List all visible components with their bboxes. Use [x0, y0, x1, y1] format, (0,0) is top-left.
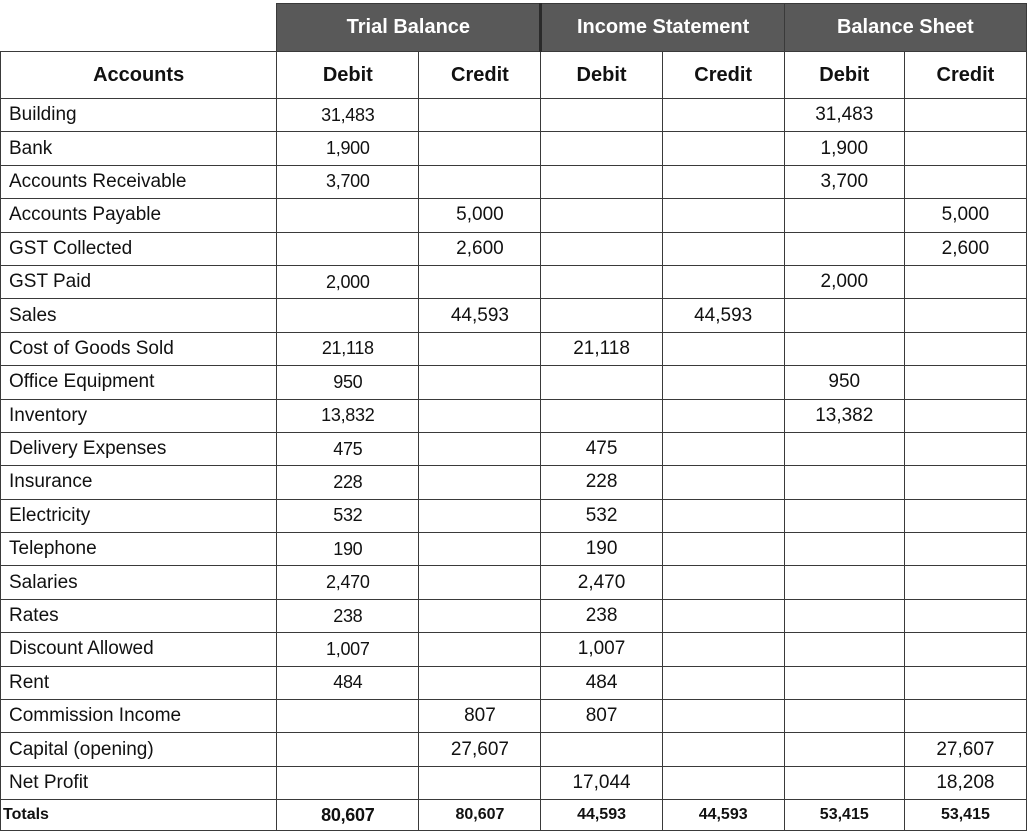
bs-debit-cell [784, 232, 904, 265]
is-credit-cell [662, 265, 784, 298]
account-row [1, 99, 1027, 132]
is-credit-cell [662, 232, 784, 265]
is-debit-cell: 228 [541, 466, 662, 499]
account-row [1, 633, 1027, 666]
bs-debit-cell [784, 566, 904, 599]
bs-credit-cell [904, 499, 1026, 532]
account-row [1, 366, 1027, 399]
is-credit-cell [662, 132, 784, 165]
is-debit-cell [541, 99, 662, 132]
tb-credit-cell [419, 499, 541, 532]
tb-debit-cell: 21,118 [277, 332, 419, 365]
account-row [1, 299, 1027, 332]
tb-debit-cell [277, 766, 419, 799]
column-header-tb-debit: Debit [277, 52, 419, 99]
is-credit-cell [662, 700, 784, 733]
column-header-bs-debit: Debit [784, 52, 904, 99]
tb-credit-cell: 2,600 [419, 232, 541, 265]
bs-debit-cell: 3,700 [784, 165, 904, 198]
account-name-cell: Discount Allowed [1, 633, 277, 666]
tb-credit-cell [419, 466, 541, 499]
is-credit-cell: 44,593 [662, 299, 784, 332]
total-bs-credit: 53,415 [904, 800, 1026, 831]
is-credit-cell [662, 633, 784, 666]
is-debit-cell: 190 [541, 533, 662, 566]
is-debit-cell: 21,118 [541, 332, 662, 365]
account-row [1, 232, 1027, 265]
tb-debit-cell [277, 733, 419, 766]
is-debit-cell: 1,007 [541, 633, 662, 666]
bs-credit-cell [904, 265, 1026, 298]
bs-credit-cell [904, 399, 1026, 432]
is-debit-cell [541, 399, 662, 432]
tb-debit-cell: 475 [277, 432, 419, 465]
column-header-accounts: Accounts [1, 52, 277, 99]
tb-credit-cell [419, 633, 541, 666]
account-row [1, 332, 1027, 365]
is-debit-cell: 2,470 [541, 566, 662, 599]
account-name-cell: Rates [1, 599, 277, 632]
account-name-cell: Rent [1, 666, 277, 699]
tb-debit-cell [277, 232, 419, 265]
bs-credit-cell [904, 466, 1026, 499]
tb-credit-cell [419, 533, 541, 566]
account-row [1, 199, 1027, 232]
is-credit-cell [662, 399, 784, 432]
total-is-credit: 44,593 [662, 800, 784, 831]
is-credit-cell [662, 666, 784, 699]
is-debit-cell: 807 [541, 700, 662, 733]
tb-debit-cell: 190 [277, 533, 419, 566]
account-name-cell: GST Paid [1, 265, 277, 298]
tb-debit-cell: 228 [277, 466, 419, 499]
tb-credit-cell [419, 399, 541, 432]
bs-debit-cell: 1,900 [784, 132, 904, 165]
is-debit-cell [541, 299, 662, 332]
account-name-cell: Inventory [1, 399, 277, 432]
account-name-cell: Capital (opening) [1, 733, 277, 766]
is-debit-cell: 17,044 [541, 766, 662, 799]
bs-credit-cell [904, 165, 1026, 198]
tb-debit-cell: 3,700 [277, 165, 419, 198]
account-row [1, 666, 1027, 699]
bs-credit-cell [904, 132, 1026, 165]
tb-debit-cell: 2,000 [277, 265, 419, 298]
tb-credit-cell [419, 432, 541, 465]
account-row [1, 766, 1027, 799]
total-tb-credit: 80,607 [419, 800, 541, 831]
bs-credit-cell [904, 666, 1026, 699]
bs-credit-cell: 2,600 [904, 232, 1026, 265]
is-credit-cell [662, 432, 784, 465]
account-name-cell: Bank [1, 132, 277, 165]
account-name-cell: Cost of Goods Sold [1, 332, 277, 365]
bs-debit-cell: 31,483 [784, 99, 904, 132]
bs-credit-cell: 5,000 [904, 199, 1026, 232]
bs-debit-cell [784, 700, 904, 733]
account-name-cell: Insurance [1, 466, 277, 499]
is-debit-cell: 532 [541, 499, 662, 532]
group-header-row [1, 4, 1027, 52]
tb-credit-cell [419, 332, 541, 365]
tb-credit-cell [419, 566, 541, 599]
bs-debit-cell [784, 499, 904, 532]
account-name-cell: Electricity [1, 499, 277, 532]
bs-credit-cell [904, 566, 1026, 599]
column-header-is-credit: Credit [662, 52, 784, 99]
bs-debit-cell [784, 432, 904, 465]
worksheet-table [0, 3, 1027, 831]
account-name-cell: Sales [1, 299, 277, 332]
is-credit-cell [662, 332, 784, 365]
is-credit-cell [662, 366, 784, 399]
bs-credit-cell [904, 99, 1026, 132]
bs-debit-cell [784, 199, 904, 232]
is-debit-cell [541, 733, 662, 766]
account-row [1, 700, 1027, 733]
tb-credit-cell [419, 599, 541, 632]
account-row [1, 566, 1027, 599]
total-bs-debit: 53,415 [784, 800, 904, 831]
tb-credit-cell [419, 766, 541, 799]
column-header-is-debit: Debit [541, 52, 662, 99]
tb-debit-cell [277, 199, 419, 232]
group-header-trial-balance: Trial Balance [277, 4, 541, 52]
column-header-bs-credit: Credit [904, 52, 1026, 99]
bs-debit-cell [784, 533, 904, 566]
bs-debit-cell [784, 599, 904, 632]
account-row [1, 399, 1027, 432]
bs-debit-cell [784, 766, 904, 799]
bs-credit-cell [904, 533, 1026, 566]
totals-label: Totals [1, 800, 277, 831]
bs-credit-cell: 27,607 [904, 733, 1026, 766]
is-credit-cell [662, 566, 784, 599]
tb-debit-cell [277, 700, 419, 733]
bs-debit-cell: 13,382 [784, 399, 904, 432]
bs-debit-cell [784, 332, 904, 365]
account-name-cell: Building [1, 99, 277, 132]
tb-debit-cell: 1,900 [277, 132, 419, 165]
account-name-cell: Office Equipment [1, 366, 277, 399]
is-credit-cell [662, 199, 784, 232]
tb-credit-cell [419, 165, 541, 198]
is-debit-cell [541, 366, 662, 399]
tb-debit-cell: 484 [277, 666, 419, 699]
is-debit-cell: 475 [541, 432, 662, 465]
tb-credit-cell: 44,593 [419, 299, 541, 332]
account-row [1, 499, 1027, 532]
is-credit-cell [662, 733, 784, 766]
bs-credit-cell [904, 366, 1026, 399]
is-debit-cell [541, 165, 662, 198]
is-credit-cell [662, 599, 784, 632]
account-name-cell: Delivery Expenses [1, 432, 277, 465]
bs-debit-cell: 950 [784, 366, 904, 399]
is-debit-cell [541, 132, 662, 165]
account-row [1, 533, 1027, 566]
totals-row [1, 800, 1027, 831]
account-row [1, 733, 1027, 766]
is-debit-cell: 238 [541, 599, 662, 632]
bs-credit-cell [904, 299, 1026, 332]
tb-debit-cell: 238 [277, 599, 419, 632]
account-row [1, 132, 1027, 165]
bs-debit-cell [784, 466, 904, 499]
tb-debit-cell: 2,470 [277, 566, 419, 599]
tb-debit-cell: 532 [277, 499, 419, 532]
bs-credit-cell [904, 633, 1026, 666]
bs-credit-cell [904, 432, 1026, 465]
tb-credit-cell: 5,000 [419, 199, 541, 232]
account-row [1, 466, 1027, 499]
tb-credit-cell [419, 366, 541, 399]
group-header-income-statement: Income Statement [541, 4, 784, 52]
account-rows [1, 99, 1027, 800]
is-debit-cell [541, 199, 662, 232]
bs-credit-cell [904, 332, 1026, 365]
is-credit-cell [662, 466, 784, 499]
bs-credit-cell [904, 599, 1026, 632]
tb-debit-cell: 31,483 [277, 99, 419, 132]
account-name-cell: Commission Income [1, 700, 277, 733]
blank-corner-cell [1, 4, 277, 52]
tb-credit-cell [419, 132, 541, 165]
bs-debit-cell [784, 299, 904, 332]
bs-credit-cell [904, 700, 1026, 733]
is-debit-cell [541, 232, 662, 265]
bs-debit-cell [784, 666, 904, 699]
is-credit-cell [662, 165, 784, 198]
is-credit-cell [662, 766, 784, 799]
account-row [1, 599, 1027, 632]
bs-debit-cell [784, 633, 904, 666]
account-row [1, 165, 1027, 198]
total-tb-debit: 80,607 [277, 800, 419, 831]
tb-debit-cell [277, 299, 419, 332]
bs-debit-cell: 2,000 [784, 265, 904, 298]
account-row [1, 432, 1027, 465]
column-header-tb-credit: Credit [419, 52, 541, 99]
account-name-cell: GST Collected [1, 232, 277, 265]
tb-credit-cell [419, 265, 541, 298]
is-debit-cell: 484 [541, 666, 662, 699]
column-header-row [1, 52, 1027, 99]
group-header-balance-sheet: Balance Sheet [784, 4, 1026, 52]
tb-credit-cell: 27,607 [419, 733, 541, 766]
tb-credit-cell [419, 99, 541, 132]
is-credit-cell [662, 99, 784, 132]
bs-credit-cell: 18,208 [904, 766, 1026, 799]
account-name-cell: Salaries [1, 566, 277, 599]
account-name-cell: Net Profit [1, 766, 277, 799]
tb-debit-cell: 1,007 [277, 633, 419, 666]
is-credit-cell [662, 533, 784, 566]
account-name-cell: Accounts Receivable [1, 165, 277, 198]
account-name-cell: Telephone [1, 533, 277, 566]
total-is-debit: 44,593 [541, 800, 662, 831]
tb-debit-cell: 950 [277, 366, 419, 399]
tb-credit-cell: 807 [419, 700, 541, 733]
is-debit-cell [541, 265, 662, 298]
tb-debit-cell: 13,832 [277, 399, 419, 432]
account-row [1, 265, 1027, 298]
bs-debit-cell [784, 733, 904, 766]
account-name-cell: Accounts Payable [1, 199, 277, 232]
tb-credit-cell [419, 666, 541, 699]
is-credit-cell [662, 499, 784, 532]
